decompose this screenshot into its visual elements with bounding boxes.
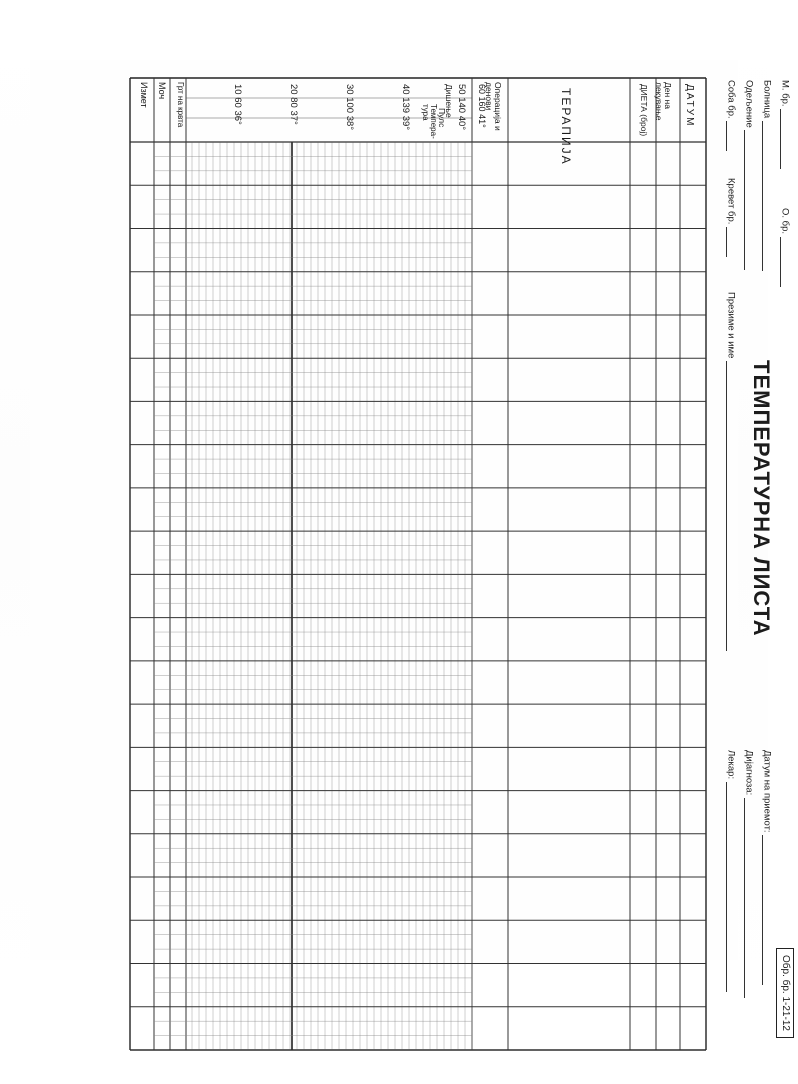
scale-row-p: 60 <box>232 97 243 108</box>
o-br-label: О. бр. <box>779 208 791 235</box>
scale-row-d: 50 <box>456 84 467 95</box>
scale-row <box>345 84 355 130</box>
scale-row-d: 30 <box>344 84 355 95</box>
odeljenje-label: Одељение <box>743 80 755 128</box>
moc-label: Моч <box>157 82 167 100</box>
scale-top-d: 60 <box>477 84 487 95</box>
grid-lines <box>130 78 706 1050</box>
scale-row <box>457 84 467 130</box>
den-lekuvanje-label: Ден на лекување <box>654 82 673 121</box>
scale-row-p: 80 <box>288 97 299 108</box>
scale-top-p: 160 <box>477 96 487 112</box>
scale-row-t: 39° <box>400 115 411 131</box>
operacija-label: Операција и денови <box>484 82 503 131</box>
scale-row-t: 37° <box>288 110 299 125</box>
datum-priem-label: Датум на приемот: <box>761 750 773 833</box>
scale-row <box>401 84 411 130</box>
bolnica-label: Болница <box>761 80 773 119</box>
scale-top <box>477 84 486 128</box>
krevet-label: Кревет бр. <box>725 178 737 225</box>
scale-row-d: 20 <box>288 84 299 95</box>
scale-row <box>233 84 243 125</box>
form-code: Обр. бр. 1-21-12 <box>776 948 794 1038</box>
scale-row-t: 40° <box>456 115 467 131</box>
dieta-label: ДИЕТА (број) <box>639 83 649 137</box>
scale-row-t: 38° <box>344 115 355 131</box>
disenje-label: Дишење <box>444 84 454 118</box>
puls-label: Пулс <box>437 108 447 128</box>
izmet-label: Измет <box>139 82 149 108</box>
scale-row-d: 40 <box>400 84 411 95</box>
temperatura-label: Темпера- тура <box>421 104 438 139</box>
scale-row-d: 10 <box>232 84 243 95</box>
lekar-label: Лекар: <box>725 750 737 780</box>
scale-row <box>289 84 299 125</box>
scale-top-t: 41° <box>477 114 487 128</box>
prezime-label: Презиме и име <box>725 292 737 359</box>
m-br-label: М. бр. <box>779 80 791 107</box>
terapija-label: ТЕРАПИЈА <box>559 88 573 166</box>
rotated-form <box>30 60 798 1084</box>
scale-row-p: 139 <box>400 97 411 114</box>
temperature-grid <box>30 60 798 1084</box>
form-title: ТЕМПЕРАТУРНА ЛИСТА <box>749 360 774 637</box>
dijagnoza-label: Дијагноза: <box>743 750 755 796</box>
soba-label: Соба бр. <box>725 80 737 119</box>
grt-label: Грт на крвта <box>176 82 185 128</box>
sheet <box>30 60 791 1031</box>
datum-label: ДАТУМ <box>684 84 695 128</box>
scale-row-p: 140 <box>456 97 467 114</box>
scale-row-p: 100 <box>344 97 355 114</box>
scale-row-t: 36° <box>232 110 243 125</box>
